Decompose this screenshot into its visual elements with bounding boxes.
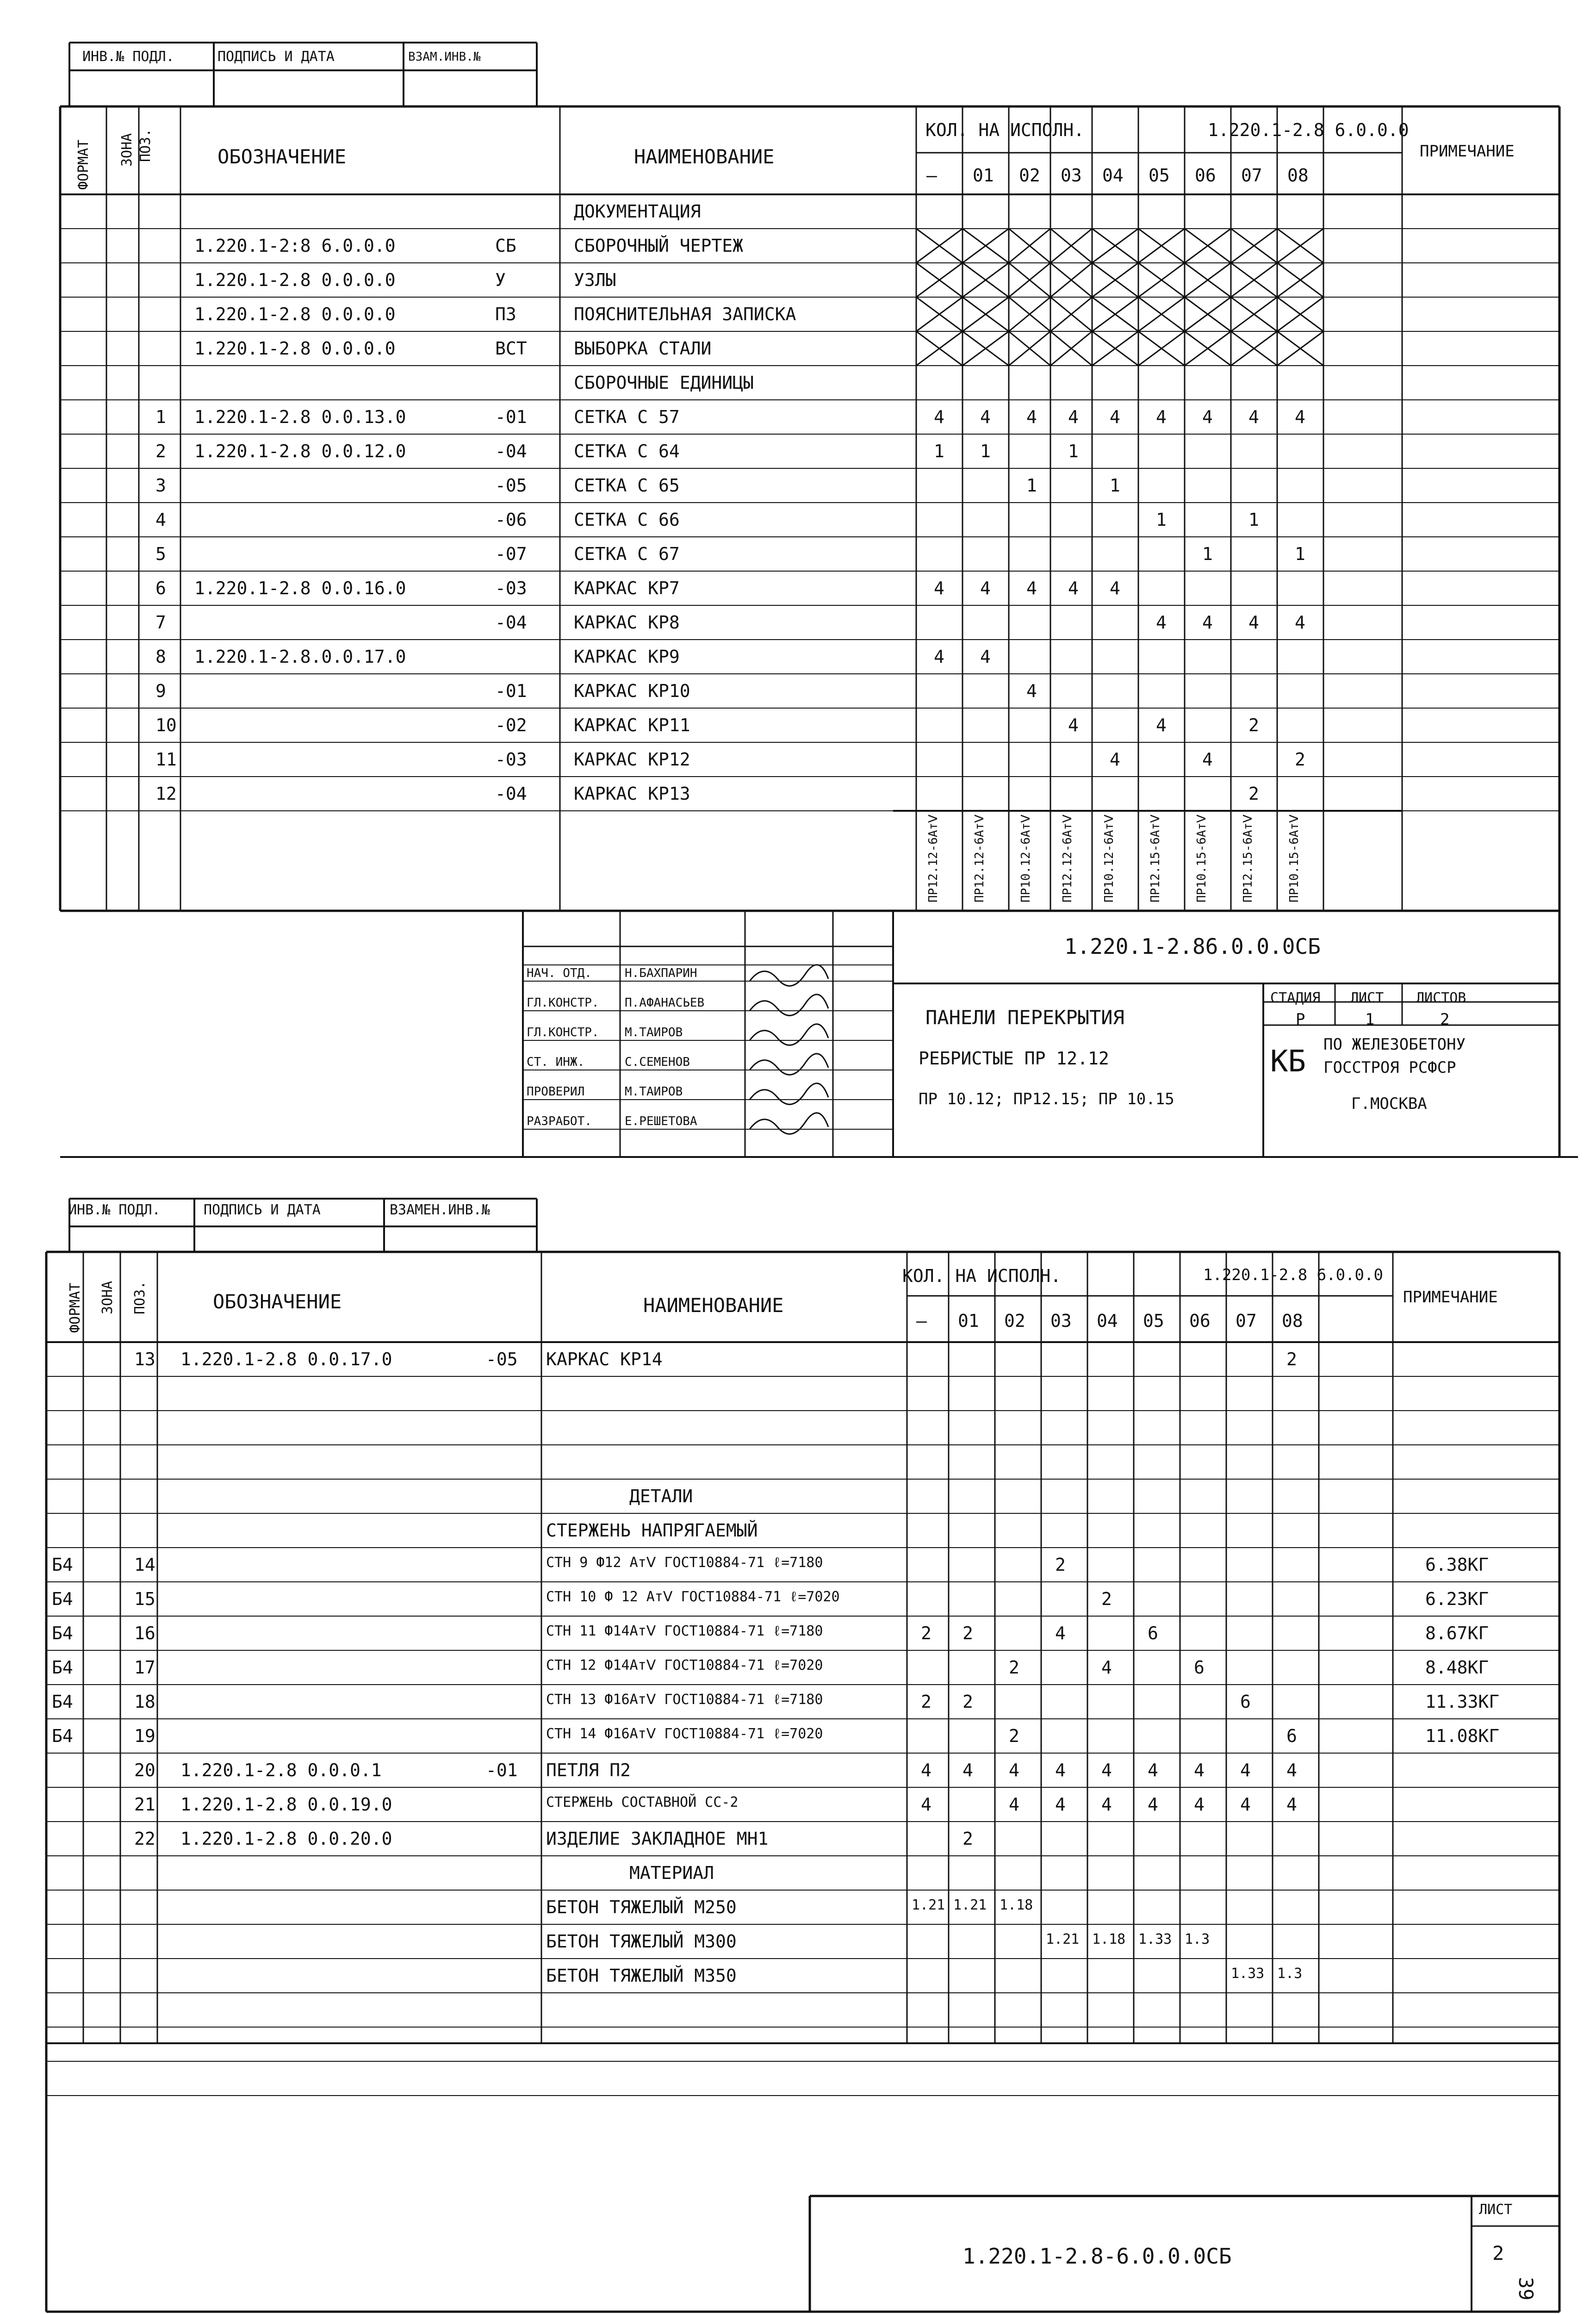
name-cell: СБОРОЧНЫЕ ЕДИНИЦЫ — [574, 373, 754, 393]
name-cell: КАРКАС КР9 — [574, 647, 680, 667]
pos-cell: 2 — [155, 441, 166, 461]
name-cell: СТН 12 Ф14АтⅤ ГОСТ10884-71 ℓ=7020 — [546, 1657, 823, 1673]
pos-cell: 16 — [134, 1623, 155, 1643]
header-designation: ОБОЗНАЧЕНИЕ — [217, 145, 347, 168]
variant-col-8: 08 — [1287, 165, 1309, 186]
name-cell: КАРКАС КР14 — [546, 1349, 663, 1369]
stamp-sign-label: ПОДПИСЬ И ДАТА — [217, 49, 335, 65]
qty-cell: 1 — [1156, 510, 1167, 530]
format-cell: Б4 — [52, 1589, 73, 1609]
designation-cell: 1.220.1-2.8 0.0.12.0 — [194, 441, 406, 461]
pos-cell: 8 — [155, 647, 166, 667]
sheets-value: 2 — [1440, 1010, 1450, 1029]
variant-cell: -04 — [495, 612, 527, 633]
variant-col-6: 06 — [1195, 165, 1216, 186]
format-cell: Б4 — [52, 1555, 73, 1575]
variant2-col-6: 06 — [1189, 1311, 1211, 1331]
person-cell: М.ТАИРОВ — [625, 1085, 683, 1099]
titleblock-doc: 1.220.1-2.86.0.0.0СБ — [1064, 934, 1321, 959]
variant-cell: ВСТ — [495, 338, 527, 359]
pos-cell: 12 — [155, 784, 177, 804]
person-cell: Н.БАХПАРИН — [625, 966, 697, 980]
name-cell: ПОЯСНИТЕЛЬНАЯ ЗАПИСКА — [574, 304, 796, 324]
qty-cell: 1.3 — [1277, 1966, 1303, 1982]
role-cell: РАЗРАБОТ. — [527, 1114, 592, 1128]
qty-cell: 4 — [1248, 407, 1259, 427]
qty-cell: 1 — [1295, 544, 1305, 564]
header2-zone: ЗОНА — [99, 1281, 116, 1314]
note-cell: 6.23КГ — [1425, 1589, 1489, 1609]
qty-cell: 4 — [1148, 1794, 1158, 1815]
qty-cell: 4 — [1194, 1794, 1205, 1815]
stamp-inv-label: ИНВ.№ ПОДЛ. — [82, 49, 174, 65]
qty-cell: 4 — [1295, 612, 1305, 633]
format-cell: Б4 — [52, 1692, 73, 1712]
qty-cell: 4 — [1148, 1760, 1158, 1780]
qty-cell: 1.33 — [1138, 1931, 1172, 1947]
qty-cell: 2 — [1248, 715, 1259, 735]
signature — [750, 1054, 828, 1075]
variant-col-1: 01 — [973, 165, 994, 186]
header-zone: ЗОНА — [119, 133, 135, 167]
variant-col-2: 02 — [1019, 165, 1040, 186]
qty-cell: 4 — [1156, 715, 1167, 735]
qty-cell: 4 — [1248, 612, 1259, 633]
name-cell: КАРКАС КР7 — [574, 578, 680, 598]
qty-cell: 4 — [1009, 1760, 1019, 1780]
qty-cell: 4 — [1286, 1794, 1297, 1815]
format-cell: Б4 — [52, 1726, 73, 1746]
pos-cell: 22 — [134, 1829, 155, 1849]
name-cell: КАРКАС КР13 — [574, 784, 690, 804]
qty-cell: 4 — [1101, 1794, 1112, 1815]
qty-cell: 4 — [963, 1760, 973, 1780]
variant2-col-1: 01 — [958, 1311, 979, 1331]
titleblock-title-1: ПАНЕЛИ ПЕРЕКРЫТИЯ — [925, 1006, 1124, 1029]
stage-label: СТАДИЯ — [1270, 990, 1321, 1006]
signature — [750, 995, 828, 1016]
stamp2-sign-label: ПОДПИСЬ И ДАТА — [204, 1202, 321, 1218]
stamp2-inv-label: ИНВ.№ ПОДЛ. — [68, 1202, 161, 1218]
variant2-col-5: 05 — [1143, 1311, 1164, 1331]
qty-cell: 4 — [934, 647, 944, 667]
qty-cell: 4 — [1240, 1794, 1251, 1815]
header2-doc-code: 1.220.1-2.8 6.0.0.0 — [1203, 1266, 1383, 1284]
header-pos: ПОЗ. — [137, 128, 154, 162]
qty-cell: 6 — [1194, 1657, 1205, 1678]
qty-cell: 4 — [1101, 1657, 1112, 1678]
role-cell: ГЛ.КОНСТР. — [527, 996, 599, 1010]
variant-col-7: 07 — [1241, 165, 1262, 186]
qty-cell: 2 — [1009, 1657, 1019, 1678]
designation-cell: 1.220.1-2.8.0.0.17.0 — [194, 647, 406, 667]
org-line-1: ПО ЖЕЛЕЗОБЕТОНУ — [1323, 1035, 1466, 1054]
footer-sheet-label: ЛИСТ — [1479, 2202, 1513, 2218]
footer-doc: 1.220.1-2.8-6.0.0.0СБ — [963, 2244, 1232, 2269]
qty-cell: 4 — [980, 578, 991, 598]
sheet-label: ЛИСТ — [1350, 990, 1384, 1006]
qty-cell: 4 — [1055, 1760, 1066, 1780]
titleblock-title-3: ПР 10.12; ПР12.15; ПР 10.15 — [919, 1090, 1174, 1108]
pos-cell: 6 — [155, 578, 166, 598]
name-cell: СТН 9 Ф12 АтⅤ ГОСТ10884-71 ℓ=7180 — [546, 1555, 823, 1571]
qty-cell: 4 — [1110, 407, 1120, 427]
note-cell: 11.33КГ — [1425, 1692, 1500, 1712]
variant-cell: -01 — [495, 681, 527, 701]
designation-cell: 1.220.1-2.8 0.0.20.0 — [180, 1829, 392, 1849]
pos-cell: 11 — [155, 749, 177, 770]
designation-cell: 1.220.1-2.8 0.0.13.0 — [194, 407, 406, 427]
panel-mark: ПР10.15-6АтⅤ — [1287, 815, 1301, 902]
variant-col-3: 03 — [1061, 165, 1082, 186]
name-cell: СТН 11 Ф14АтⅤ ГОСТ10884-71 ℓ=7180 — [546, 1623, 823, 1639]
qty-cell: 4 — [1240, 1760, 1251, 1780]
qty-cell: 4 — [980, 407, 991, 427]
qty-cell: 2 — [1286, 1349, 1297, 1369]
name-cell: СЕТКА С 65 — [574, 475, 680, 496]
qty-cell: 1.33 — [1231, 1966, 1265, 1982]
qty-cell: 1.18 — [1000, 1897, 1033, 1913]
variant2-col-3: 03 — [1050, 1311, 1072, 1331]
footer-sheet: 2 — [1492, 2242, 1504, 2264]
name-cell: КАРКАС КР12 — [574, 749, 690, 770]
header-format: ФОРМАТ — [75, 139, 92, 190]
qty-cell: 2 — [963, 1623, 973, 1643]
note-cell: 11.08КГ — [1425, 1726, 1500, 1746]
qty-cell: 4 — [921, 1760, 932, 1780]
name-cell: БЕТОН ТЯЖЕЛЫЙ М350 — [546, 1966, 737, 1986]
variant-cell: -05 — [486, 1349, 518, 1369]
sheets-label: ЛИСТОВ — [1416, 990, 1466, 1006]
role-cell: ПРОВЕРИЛ — [527, 1085, 585, 1099]
variant-cell: -01 — [486, 1760, 518, 1780]
qty-cell: 4 — [934, 578, 944, 598]
designation-cell: 1.220.1-2:8 6.0.0.0 — [194, 236, 396, 256]
header-doc-code: 1.220.1-2.8 6.0.0.0 — [1208, 120, 1409, 140]
name-cell: МАТЕРИАЛ — [629, 1863, 714, 1883]
signature — [750, 1083, 828, 1105]
qty-cell: 2 — [1295, 749, 1305, 770]
qty-cell: 4 — [1194, 1760, 1205, 1780]
designation-cell: 1.220.1-2.8 0.0.16.0 — [194, 578, 406, 598]
pos-cell: 13 — [134, 1349, 155, 1369]
variant-cell: -04 — [495, 784, 527, 804]
titleblock-title-2: РЕБРИСТЫЕ ПР 12.12 — [919, 1048, 1109, 1069]
qty-cell: 6 — [1240, 1692, 1251, 1712]
name-cell: ПЕТЛЯ П2 — [546, 1760, 631, 1780]
qty-cell: 1.18 — [1092, 1931, 1126, 1947]
variant-cell: -07 — [495, 544, 527, 564]
qty-cell: 1 — [934, 441, 944, 461]
page-number: 39 — [1515, 2277, 1537, 2301]
variant-cell: -06 — [495, 510, 527, 530]
variant-cell: -01 — [495, 407, 527, 427]
qty-cell: 4 — [1055, 1623, 1066, 1643]
qty-cell: 2 — [921, 1623, 932, 1643]
format-cell: Б4 — [52, 1623, 73, 1643]
pos-cell: 19 — [134, 1726, 155, 1746]
qty-cell: 1 — [1110, 475, 1120, 496]
designation-cell: 1.220.1-2.8 0.0.0.1 — [180, 1760, 382, 1780]
person-cell: П.АФАНАСЬЕВ — [625, 996, 705, 1010]
qty-cell: 2 — [1101, 1589, 1112, 1609]
qty-cell: 4 — [1026, 578, 1037, 598]
panel-mark: ПР12.12-6АтⅤ — [973, 815, 987, 902]
person-cell: М.ТАИРОВ — [625, 1026, 683, 1039]
pos-cell: 3 — [155, 475, 166, 496]
variant-col-5: 05 — [1149, 165, 1170, 186]
designation-cell: 1.220.1-2.8 0.0.0.0 — [194, 304, 396, 324]
person-cell: Е.РЕШЕТОВА — [625, 1114, 697, 1128]
header-note: ПРИМЕЧАНИЕ — [1420, 142, 1515, 161]
pos-cell: 14 — [134, 1555, 155, 1575]
pos-cell: 9 — [155, 681, 166, 701]
name-cell: ДОКУМЕНТАЦИЯ — [574, 201, 701, 222]
qty-cell: 4 — [1156, 612, 1167, 633]
stage-value: Р — [1296, 1010, 1305, 1029]
name-cell: СТЕРЖЕНЬ СОСТАВНОЙ СС-2 — [546, 1794, 739, 1810]
pos-cell: 18 — [134, 1692, 155, 1712]
header-name: НАИМЕНОВАНИЕ — [634, 145, 775, 168]
signature — [750, 1113, 828, 1134]
panel-mark: ПР10.12-6АтⅤ — [1019, 815, 1033, 902]
panel-mark: ПР10.12-6АтⅤ — [1102, 815, 1116, 902]
pos-cell: 21 — [134, 1794, 155, 1815]
note-cell: 6.38КГ — [1425, 1555, 1489, 1575]
name-cell: СЕТКА С 66 — [574, 510, 680, 530]
pos-cell: 17 — [134, 1657, 155, 1678]
variant-col-0: — — [926, 165, 937, 186]
name-cell: СТЕРЖЕНЬ НАПРЯГАЕМЫЙ — [546, 1520, 758, 1541]
qty-cell: 1.21 — [953, 1897, 987, 1913]
designation-cell: 1.220.1-2.8 0.0.0.0 — [194, 270, 396, 290]
stamp-replace-label: ВЗАМ.ИНВ.№ — [408, 50, 481, 64]
qty-cell: 4 — [1068, 578, 1079, 598]
qty-cell: 2 — [1055, 1555, 1066, 1575]
format-cell: Б4 — [52, 1657, 73, 1678]
designation-cell: 1.220.1-2.8 0.0.0.0 — [194, 338, 396, 359]
role-cell: ГЛ.КОНСТР. — [527, 1026, 599, 1039]
header2-designation: ОБОЗНАЧЕНИЕ — [213, 1290, 342, 1313]
variant2-col-8: 08 — [1282, 1311, 1303, 1331]
qty-cell: 4 — [1026, 407, 1037, 427]
variant-cell: У — [495, 270, 506, 290]
variant-cell: -03 — [495, 578, 527, 598]
qty-cell: 4 — [934, 407, 944, 427]
qty-cell: 2 — [963, 1692, 973, 1712]
panel-mark: ПР12.12-6АтⅤ — [1061, 815, 1074, 902]
qty-cell: 1.3 — [1185, 1931, 1210, 1947]
stamp2-replace-label: ВЗАМЕН.ИНВ.№ — [390, 1202, 490, 1218]
variant-cell: -04 — [495, 441, 527, 461]
pos-cell: 5 — [155, 544, 166, 564]
qty-cell: 4 — [1295, 407, 1305, 427]
qty-cell: 4 — [1009, 1794, 1019, 1815]
qty-cell: 1.21 — [912, 1897, 945, 1913]
qty-cell: 4 — [921, 1794, 932, 1815]
qty-cell: 4 — [1068, 715, 1079, 735]
header2-format: ФОРМАТ — [67, 1282, 83, 1333]
org-logo: КБ — [1270, 1045, 1306, 1079]
org-line-2: ГОССТРОЯ РСФСР — [1323, 1058, 1456, 1077]
variant2-col-7: 07 — [1236, 1311, 1257, 1331]
name-cell: СТН 13 Ф16АтⅤ ГОСТ10884-71 ℓ=7180 — [546, 1692, 823, 1708]
name-cell: БЕТОН ТЯЖЕЛЫЙ М300 — [546, 1931, 737, 1952]
variant-cell: СБ — [495, 236, 516, 256]
variant-cell: -05 — [495, 475, 527, 496]
qty-cell: 1 — [1026, 475, 1037, 496]
designation-cell: 1.220.1-2.8 0.0.19.0 — [180, 1794, 392, 1815]
header2-name: НАИМЕНОВАНИЕ — [643, 1294, 784, 1317]
qty-cell: 1 — [1248, 510, 1259, 530]
pos-cell: 7 — [155, 612, 166, 633]
qty-cell: 4 — [1110, 578, 1120, 598]
qty-cell: 4 — [1202, 407, 1213, 427]
name-cell: СБОРОЧНЫЙ ЧЕРТЕЖ — [574, 236, 744, 256]
variant-cell: -02 — [495, 715, 527, 735]
qty-cell: 4 — [980, 647, 991, 667]
qty-cell: 6 — [1286, 1726, 1297, 1746]
pos-cell: 20 — [134, 1760, 155, 1780]
qty-cell: 4 — [1101, 1760, 1112, 1780]
qty-cell: 2 — [1248, 784, 1259, 804]
panel-mark: ПР12.15-6АтⅤ — [1149, 815, 1162, 902]
person-cell: С.СЕМЕНОВ — [625, 1055, 690, 1069]
qty-cell: 2 — [1009, 1726, 1019, 1746]
qty-cell: 4 — [1202, 749, 1213, 770]
variant-cell: -03 — [495, 749, 527, 770]
qty-cell: 4 — [1202, 612, 1213, 633]
role-cell: СТ. ИНЖ. — [527, 1055, 585, 1069]
name-cell: УЗЛЫ — [574, 270, 616, 290]
qty-cell: 4 — [1286, 1760, 1297, 1780]
note-cell: 8.48КГ — [1425, 1657, 1489, 1678]
name-cell: КАРКАС КР11 — [574, 715, 690, 735]
signature — [750, 965, 828, 986]
sheet-value: 1 — [1365, 1010, 1375, 1029]
qty-cell: 1 — [980, 441, 991, 461]
qty-cell: 2 — [963, 1829, 973, 1849]
variant2-col-0: — — [916, 1311, 927, 1331]
qty-cell: 6 — [1148, 1623, 1158, 1643]
pos-cell: 10 — [155, 715, 177, 735]
panel-mark: ПР12.12-6АтⅤ — [926, 815, 940, 902]
name-cell: КАРКАС КР10 — [574, 681, 690, 701]
name-cell: ВЫБОРКА СТАЛИ — [574, 338, 712, 359]
qty-cell: 4 — [1026, 681, 1037, 701]
org-line-3: Г.МОСКВА — [1351, 1095, 1427, 1113]
name-cell: СЕТКА С 57 — [574, 407, 680, 427]
qty-cell: 1.21 — [1046, 1931, 1080, 1947]
qty-cell: 4 — [1055, 1794, 1066, 1815]
header2-note: ПРИМЕЧАНИЕ — [1403, 1288, 1498, 1306]
variant2-col-4: 04 — [1097, 1311, 1118, 1331]
qty-cell: 1 — [1068, 441, 1079, 461]
qty-cell: 4 — [1110, 749, 1120, 770]
variant2-col-2: 02 — [1004, 1311, 1025, 1331]
pos-cell: 1 — [155, 407, 166, 427]
name-cell: СЕТКА С 67 — [574, 544, 680, 564]
pos-cell: 15 — [134, 1589, 155, 1609]
qty-cell: 4 — [1156, 407, 1167, 427]
name-cell: КАРКАС КР8 — [574, 612, 680, 633]
pos-cell: 4 — [155, 510, 166, 530]
role-cell: НАЧ. ОТД. — [527, 966, 592, 980]
signature — [750, 1024, 828, 1045]
designation-cell: 1.220.1-2.8 0.0.17.0 — [180, 1349, 392, 1369]
name-cell: СТН 14 Ф16АтⅤ ГОСТ10884-71 ℓ=7020 — [546, 1726, 823, 1742]
panel-mark: ПР12.15-6АтⅤ — [1241, 815, 1255, 902]
qty-cell: 1 — [1202, 544, 1213, 564]
name-cell: ИЗДЕЛИЕ ЗАКЛАДНОЕ МН1 — [546, 1829, 769, 1849]
name-cell: СЕТКА С 64 — [574, 441, 680, 461]
header2-pos: ПОЗ. — [132, 1281, 148, 1314]
name-cell: БЕТОН ТЯЖЕЛЫЙ М250 — [546, 1897, 737, 1917]
qty-cell: 4 — [1068, 407, 1079, 427]
name-cell: ДЕТАЛИ — [629, 1486, 693, 1506]
qty-cell: 2 — [921, 1692, 932, 1712]
variant-col-4: 04 — [1102, 165, 1124, 186]
variant-cell: ПЗ — [495, 304, 516, 324]
note-cell: 8.67КГ — [1425, 1623, 1489, 1643]
header-qty: КОЛ. НА ИСПОЛН. — [925, 120, 1085, 140]
header2-qty: КОЛ. НА ИСПОЛН. — [902, 1266, 1062, 1286]
panel-mark: ПР10.15-6АтⅤ — [1195, 815, 1209, 902]
name-cell: СТН 10 Ф 12 АтⅤ ГОСТ10884-71 ℓ=7020 — [546, 1589, 840, 1605]
